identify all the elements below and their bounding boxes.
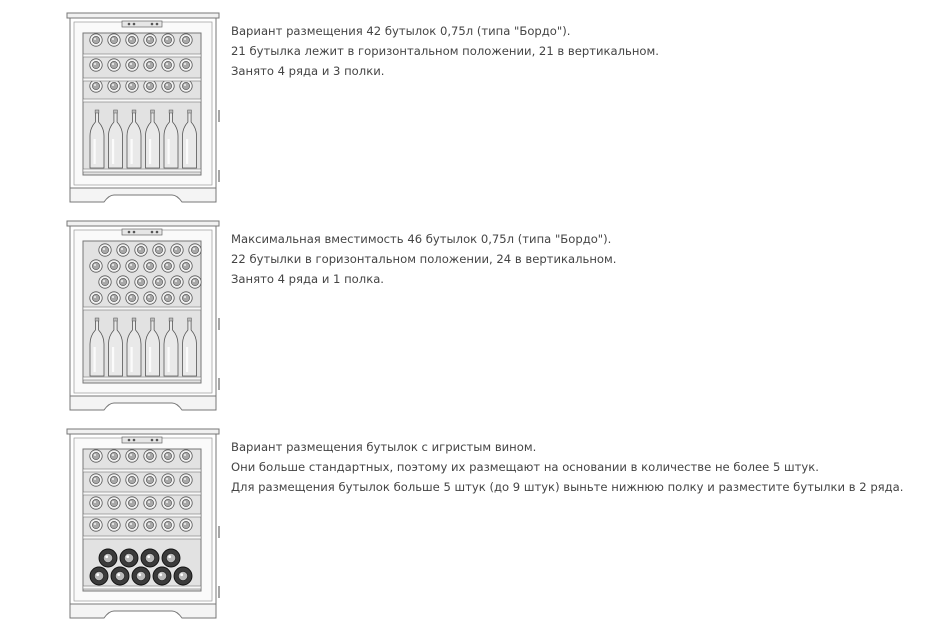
variant-3 [0, 426, 949, 626]
description-line: 21 бутылка лежит в горизонтальном положении, 21 в вертикальном. [231, 44, 659, 58]
base-tray [83, 586, 201, 589]
shelf [83, 99, 201, 102]
horizontal-bottle [99, 244, 111, 256]
horizontal-bottle [144, 292, 156, 304]
horizontal-bottle [108, 519, 120, 531]
horizontal-bottle [144, 34, 156, 46]
horizontal-bottle [162, 260, 174, 272]
horizontal-bottle [90, 80, 102, 92]
wine-cabinet-diagram-1 [64, 10, 224, 210]
horizontal-bottle [108, 474, 120, 486]
horizontal-bottle [144, 80, 156, 92]
control-panel [122, 437, 162, 443]
horizontal-bottle [90, 474, 102, 486]
description-line: Они больше стандартных, поэтому их размещают на основании в количестве не более 5 штук. [231, 460, 819, 474]
horizontal-bottle [126, 474, 138, 486]
description-line: Занято 4 ряда и 1 полка. [231, 272, 384, 286]
control-panel [122, 21, 162, 27]
horizontal-bottle [99, 276, 111, 288]
horizontal-bottle [180, 497, 192, 509]
horizontal-bottle [180, 260, 192, 272]
horizontal-bottle [90, 450, 102, 462]
horizontal-bottle [144, 59, 156, 71]
description-line: Максимальная вместимость 46 бутылок 0,75л (типа "Бордо"). [231, 232, 612, 246]
horizontal-bottle [126, 80, 138, 92]
horizontal-bottle [144, 474, 156, 486]
horizontal-bottle [108, 450, 120, 462]
horizontal-bottle [180, 474, 192, 486]
shelf [83, 536, 201, 539]
horizontal-bottle [108, 497, 120, 509]
horizontal-bottle [126, 519, 138, 531]
horizontal-bottle [144, 497, 156, 509]
horizontal-bottle [180, 59, 192, 71]
horizontal-bottle [162, 497, 174, 509]
horizontal-bottle [135, 276, 147, 288]
sparkling-bottle [162, 549, 180, 567]
horizontal-bottle [162, 474, 174, 486]
horizontal-bottle [108, 292, 120, 304]
control-panel [122, 229, 162, 235]
horizontal-bottle [90, 34, 102, 46]
horizontal-bottle [162, 80, 174, 92]
horizontal-bottle [162, 34, 174, 46]
horizontal-bottle [108, 59, 120, 71]
horizontal-bottle [144, 450, 156, 462]
shelf [83, 492, 201, 495]
horizontal-bottle [126, 260, 138, 272]
sparkling-bottle [99, 549, 117, 567]
horizontal-bottle [171, 276, 183, 288]
horizontal-bottle [117, 244, 129, 256]
horizontal-bottle [126, 497, 138, 509]
horizontal-bottle [117, 276, 129, 288]
variant-1 [0, 10, 949, 210]
horizontal-bottle [108, 260, 120, 272]
description-line: Занято 4 ряда и 3 полки. [231, 64, 385, 78]
wine-cabinet-diagram-3 [64, 426, 224, 626]
variant-2 [0, 218, 949, 418]
horizontal-bottle [108, 80, 120, 92]
base-tray [83, 377, 201, 380]
horizontal-bottle [180, 519, 192, 531]
shelf [83, 469, 201, 472]
horizontal-bottle [90, 59, 102, 71]
sparkling-bottle [111, 567, 129, 585]
horizontal-bottle [171, 244, 183, 256]
horizontal-bottle [153, 244, 165, 256]
horizontal-bottle [180, 450, 192, 462]
sparkling-bottle [141, 549, 159, 567]
horizontal-bottle [108, 34, 120, 46]
horizontal-bottle [180, 80, 192, 92]
horizontal-bottle [126, 34, 138, 46]
shelf [83, 307, 201, 310]
horizontal-bottle [144, 260, 156, 272]
horizontal-bottle [90, 519, 102, 531]
horizontal-bottle [90, 497, 102, 509]
horizontal-bottle [126, 59, 138, 71]
horizontal-bottle [90, 260, 102, 272]
sparkling-bottle [120, 549, 138, 567]
horizontal-bottle [90, 292, 102, 304]
horizontal-bottle [189, 244, 201, 256]
horizontal-bottle [144, 519, 156, 531]
wine-cabinet-diagram-2 [64, 218, 224, 418]
horizontal-bottle [153, 276, 165, 288]
sparkling-bottle [153, 567, 171, 585]
description-line: Для размещения бутылок больше 5 штук (до 9 штук) выньте нижнюю полку и разместите бутылки в 2 ряда. [231, 480, 904, 494]
horizontal-bottle [126, 450, 138, 462]
horizontal-bottle [180, 292, 192, 304]
horizontal-bottle [162, 519, 174, 531]
sparkling-bottle [174, 567, 192, 585]
variant-description [231, 229, 616, 289]
horizontal-bottle [135, 244, 147, 256]
horizontal-bottle [189, 276, 201, 288]
horizontal-bottle [180, 34, 192, 46]
sparkling-bottle [132, 567, 150, 585]
description-line: Вариант размещения 42 бутылок 0,75л (типа "Бордо"). [231, 24, 571, 38]
description-line: 22 бутылки в горизонтальном положении, 24 в вертикальном. [231, 252, 617, 266]
shelf [83, 78, 201, 81]
sparkling-bottle [90, 567, 108, 585]
shelf [83, 54, 201, 57]
variant-description [231, 437, 903, 497]
variant-description [231, 21, 659, 81]
horizontal-bottle [126, 292, 138, 304]
horizontal-bottle [162, 450, 174, 462]
shelf [83, 514, 201, 517]
description-line: Вариант размещения бутылок с игристым вином. [231, 440, 537, 454]
horizontal-bottle [162, 292, 174, 304]
horizontal-bottle [162, 59, 174, 71]
base-tray [83, 169, 201, 172]
